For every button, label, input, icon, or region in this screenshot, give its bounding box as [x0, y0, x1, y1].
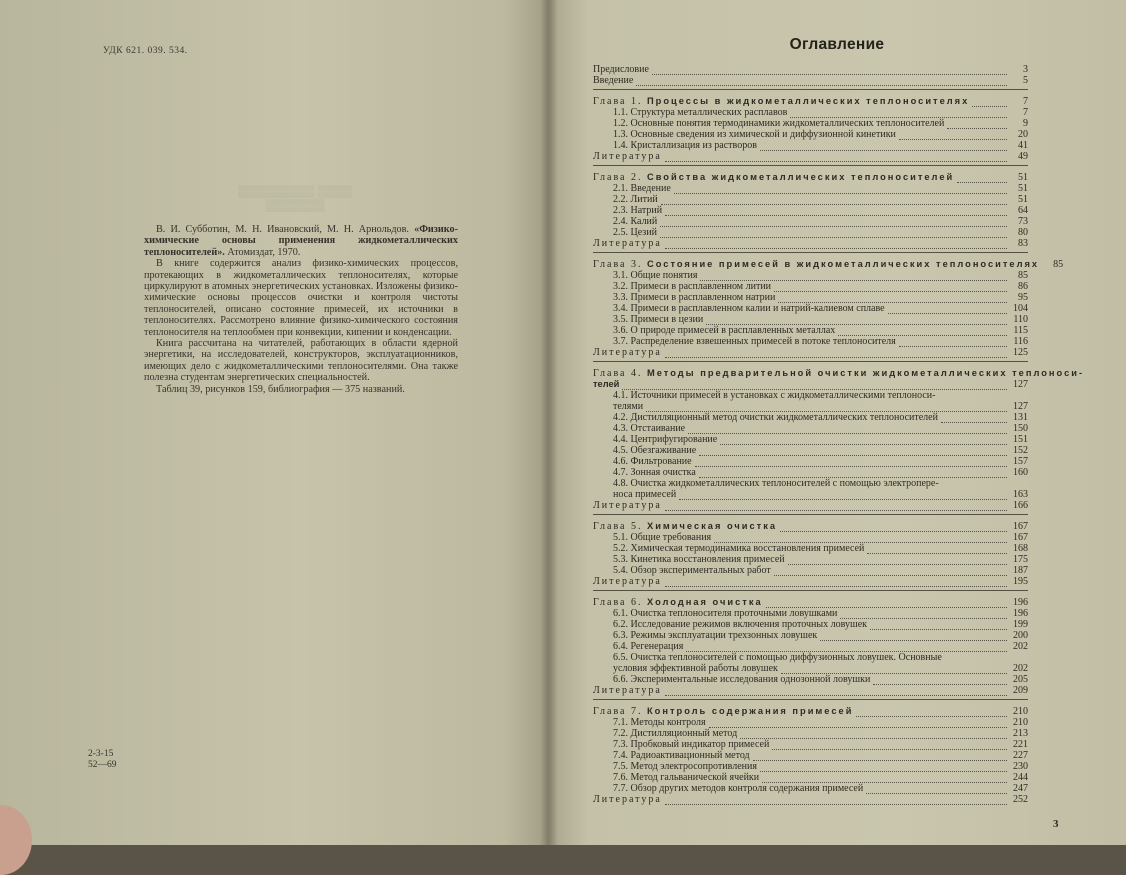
- toc-page-number: 5: [1023, 75, 1028, 86]
- toc-chapter: [593, 96, 1028, 107]
- toc-entry-text: Предисловие: [593, 64, 649, 75]
- toc-literature: [593, 794, 1028, 805]
- toc-section-text: 3.5. Примеси в цезии: [613, 314, 704, 325]
- chapter-title: Методы предварительной очистки жидкометаллических теплоноси-: [647, 368, 1085, 378]
- toc-chapter: [593, 368, 1085, 379]
- toc-section: [593, 565, 1028, 576]
- dot-leader: [660, 218, 1007, 227]
- dot-leader: [622, 381, 1007, 390]
- toc-chapter-continuation: [593, 379, 1028, 390]
- toc-literature-text: Литература: [593, 238, 662, 249]
- toc-section: [593, 205, 1028, 216]
- toc-page-number: 80: [1018, 227, 1028, 238]
- toc-section-text: 6.2. Исследование режимов включения проточных ловушек: [613, 619, 867, 630]
- toc-section: [593, 619, 1028, 630]
- toc-page-number: 127: [1013, 379, 1028, 390]
- dot-leader: [766, 599, 1007, 608]
- dot-leader: [706, 316, 1007, 325]
- dot-leader: [762, 774, 1007, 783]
- toc-page-number: 110: [1013, 314, 1028, 325]
- toc-section: [593, 717, 1028, 728]
- toc-page-number: 104: [1013, 303, 1028, 314]
- abstract-paragraph-1: В книге содержится анализ физико-химических процессов, протекающих в жидкометаллических теплоносителях, которые циркулируют в атомных энергетических установках. Изложены физико-химические основы процессов очистки и контроля чистоты теплоносителей, описано состояние примесей, их источники в теплоносителях. Рассмотрено влияние физико-химического состояния теплоносителя на теплообмен при конвекции, кипении и конденсации.: [144, 258, 458, 338]
- toc-page-number: 210: [1013, 706, 1028, 717]
- toc-page-number: 213: [1013, 728, 1028, 739]
- toc-section-text: 1.2. Основные понятия термодинамики жидкометаллических теплоносителей: [613, 118, 945, 129]
- toc-section-text: 5.1. Общие требования: [613, 532, 712, 543]
- show-through-print: ▒▒▒▒ ▒▒▒▒▒▒▒▒▒ ▒▒▒▒▒▒▒: [238, 184, 352, 212]
- dot-leader: [790, 109, 1007, 118]
- toc-page-number: 252: [1013, 794, 1028, 805]
- toc-section: [593, 467, 1028, 478]
- toc-section-text: 5.4. Обзор экспериментальных работ: [613, 565, 771, 576]
- dot-leader: [646, 403, 1007, 412]
- dot-leader: [665, 502, 1007, 511]
- dot-leader: [778, 294, 1007, 303]
- toc-page-number: 125: [1013, 347, 1028, 358]
- toc-section-text: 6.6. Экспериментальные исследования однозонной ловушки: [613, 674, 871, 685]
- toc-entry: [593, 75, 1028, 86]
- toc-section: [593, 194, 1028, 205]
- toc-section-text: 7.1. Методы контроля: [613, 717, 706, 728]
- toc-section-text: 4.2. Дистилляционный метод очистки жидкометаллических теплоносителей: [613, 412, 938, 423]
- toc-page-number: 86: [1018, 281, 1028, 292]
- toc-chapter-heading: [593, 706, 853, 717]
- toc-chapter-heading: [593, 96, 969, 107]
- toc-page-number: 244: [1013, 772, 1028, 783]
- dot-leader: [760, 763, 1007, 772]
- chapter-title: Процессы в жидкометаллических теплоносителях: [647, 96, 970, 106]
- bib-title: «Физико-химические основы применения жидкометаллических теплоносителей».: [144, 224, 458, 258]
- toc-section: [593, 314, 1028, 325]
- toc-page-number: 64: [1018, 205, 1028, 216]
- chapter-label: Глава 7.: [593, 706, 643, 717]
- toc-divider: [593, 252, 1028, 253]
- toc-section-text: 4.5. Обезгаживание: [613, 445, 697, 456]
- toc-page-number: 200: [1013, 630, 1028, 641]
- toc-section: [593, 532, 1028, 543]
- toc-section-continuation: [593, 489, 1028, 500]
- toc-chapter: [593, 259, 1064, 270]
- toc-section: [593, 739, 1028, 750]
- toc-page-number: 115: [1013, 325, 1028, 336]
- chapter-title: Химическая очистка: [647, 521, 778, 531]
- toc-page-number: 227: [1013, 750, 1028, 761]
- dot-leader: [679, 491, 1007, 500]
- toc-page-number: 168: [1013, 543, 1028, 554]
- toc-chapter: [593, 706, 1028, 717]
- toc-page-number: 166: [1013, 500, 1028, 511]
- toc-page-number: 247: [1013, 783, 1028, 794]
- toc-page-number: 7: [1023, 107, 1028, 118]
- toc-page-number: 202: [1013, 663, 1028, 674]
- toc-section-text: 7.5. Метод электросопротивления: [613, 761, 757, 772]
- dot-leader: [781, 665, 1007, 674]
- toc-section: [593, 772, 1028, 783]
- toc-page-number: 150: [1013, 423, 1028, 434]
- dot-leader: [700, 272, 1007, 281]
- toc-page-number: 202: [1013, 641, 1028, 652]
- dot-leader: [661, 196, 1007, 205]
- toc-literature-text: Литература: [593, 151, 662, 162]
- chapter-label: Глава 2.: [593, 172, 643, 183]
- toc-literature-text: Литература: [593, 500, 662, 511]
- toc-section: [593, 390, 1028, 401]
- toc-literature-text: Литература: [593, 794, 662, 805]
- toc-section: [593, 281, 1028, 292]
- toc-section: [593, 608, 1028, 619]
- dot-leader: [753, 752, 1007, 761]
- bibliographic-description: [144, 224, 458, 258]
- page-number: 3: [1053, 818, 1059, 830]
- dot-leader: [774, 283, 1007, 292]
- toc-page-number: 199: [1013, 619, 1028, 630]
- catalog-code-2: 52—69: [88, 760, 117, 770]
- toc-literature-text: Литература: [593, 576, 662, 587]
- dot-leader: [820, 632, 1007, 641]
- toc-section-text: 2.5. Цезий: [613, 227, 657, 238]
- toc-page-number: 209: [1013, 685, 1028, 696]
- toc-page-number: 157: [1013, 456, 1028, 467]
- toc-page-number: 151: [1013, 434, 1028, 445]
- toc-literature: [593, 151, 1028, 162]
- toc-literature: [593, 347, 1028, 358]
- toc-section-text: 3.4. Примеси в расплавленном калии и натрий-калиевом сплаве: [613, 303, 885, 314]
- toc-section: [593, 216, 1028, 227]
- toc-section: [593, 118, 1028, 129]
- dot-leader: [699, 469, 1007, 478]
- toc-section-text: 7.3. Пробковый индикатор примесей: [613, 739, 770, 750]
- chapter-title: Контроль содержания примесей: [647, 706, 854, 716]
- toc-section-text: 6.1. Очистка теплоносителя проточными ловушками: [613, 608, 838, 619]
- toc-section: [593, 456, 1028, 467]
- toc-page-number: 51: [1018, 183, 1028, 194]
- toc-page-number: 195: [1013, 576, 1028, 587]
- toc-section-text: 6.3. Режимы эксплуатации трехзонных ловушек: [613, 630, 818, 641]
- abstract-paragraph-3: Таблиц 39, рисунков 159, библиография — 375 названий.: [156, 383, 405, 395]
- toc-section: [593, 129, 1028, 140]
- toc-section-text: 7.2. Дистилляционный метод: [613, 728, 738, 739]
- chapter-label: Глава 1.: [593, 96, 643, 107]
- toc-section-text: 4.6. Фильтрование: [613, 456, 692, 467]
- toc-section-continuation: [593, 663, 1028, 674]
- toc-section: [593, 478, 1028, 489]
- toc-page-number: 131: [1013, 412, 1028, 423]
- toc-literature-text: Литература: [593, 347, 662, 358]
- toc-page-number: 167: [1013, 521, 1028, 532]
- toc-page-number: 20: [1018, 129, 1028, 140]
- toc-section-text: 5.2. Химическая термодинамика восстановления примесей: [613, 543, 865, 554]
- toc-page-number: 187: [1013, 565, 1028, 576]
- toc-chapter-heading: [593, 172, 954, 183]
- dot-leader: [788, 556, 1007, 565]
- dot-leader: [699, 447, 1007, 456]
- toc-section-continuation-text: условия эффективной работы ловушек: [613, 663, 778, 674]
- toc-section-text: 1.3. Основные сведения из химической и диффузионной кинетики: [613, 129, 896, 140]
- toc-section: [593, 140, 1028, 151]
- toc-section: [593, 543, 1028, 554]
- dot-leader: [665, 687, 1007, 696]
- toc-section-text: 4.4. Центрифугирование: [613, 434, 718, 445]
- toc-section-text: 2.3. Натрий: [613, 205, 663, 216]
- dot-leader: [972, 98, 1007, 107]
- toc-section: [593, 423, 1028, 434]
- toc-page-number: 9: [1023, 118, 1028, 129]
- toc-section-text: 1.4. Кристаллизация из растворов: [613, 140, 757, 151]
- toc-divider: [593, 165, 1028, 166]
- toc-section: [593, 325, 1028, 336]
- toc-section-text: 5.3. Кинетика восстановления примесей: [613, 554, 785, 565]
- toc-literature: [593, 500, 1028, 511]
- dot-leader: [695, 458, 1007, 467]
- toc-page-number: 205: [1013, 674, 1028, 685]
- toc-page-number: 196: [1013, 597, 1028, 608]
- toc-page-number: 51: [1018, 172, 1028, 183]
- abstract-block: [144, 224, 458, 395]
- dot-leader: [870, 621, 1007, 630]
- chapter-title: Состояние примесей в жидкометаллических теплоносителях: [647, 259, 1040, 269]
- toc-section: [593, 630, 1028, 641]
- dot-leader: [888, 305, 1007, 314]
- dot-leader: [660, 229, 1007, 238]
- toc-section-continuation-text: носа примесей: [613, 489, 677, 500]
- chapter-title: Холодная очистка: [647, 597, 763, 607]
- toc-page-number: 163: [1013, 489, 1028, 500]
- toc-section-text: 2.1. Введение: [613, 183, 671, 194]
- chapter-title-continuation: [593, 379, 619, 390]
- toc-section-text: 3.2. Примеси в расплавленном литии: [613, 281, 772, 292]
- chapter-label: Глава 4.: [593, 368, 643, 379]
- toc-section-continuation-text: телями: [613, 401, 644, 412]
- dot-leader: [957, 174, 1007, 183]
- toc-chapter: [593, 172, 1028, 183]
- toc-entry: [593, 64, 1028, 75]
- toc-page-number: 230: [1013, 761, 1028, 772]
- toc-page-number: 127: [1013, 401, 1028, 412]
- toc-page-number: 210: [1013, 717, 1028, 728]
- dot-leader: [688, 425, 1007, 434]
- dot-leader: [652, 66, 1007, 75]
- dot-leader: [714, 534, 1007, 543]
- toc-section: [593, 303, 1028, 314]
- dot-leader: [772, 741, 1007, 750]
- toc-section: [593, 728, 1028, 739]
- toc-chapter-heading: [593, 368, 1084, 379]
- toc-chapter: [593, 597, 1028, 608]
- toc-section: [593, 652, 1028, 663]
- toc-chapter-heading: [593, 259, 1039, 270]
- toc-title: Оглавление: [789, 36, 885, 53]
- toc-section: [593, 750, 1028, 761]
- dot-leader: [665, 240, 1007, 249]
- chapter-label: Глава 5.: [593, 521, 643, 532]
- toc-literature: [593, 576, 1028, 587]
- toc-section-text: 3.6. О природе примесей в расплавленных металлах: [613, 325, 836, 336]
- toc-section: [593, 107, 1028, 118]
- toc-page-number: 49: [1018, 151, 1028, 162]
- toc-page-number: 73: [1018, 216, 1028, 227]
- dot-leader: [840, 610, 1007, 619]
- chapter-label: Глава 3.: [593, 259, 643, 270]
- toc-section-text: 4.7. Зонная очистка: [613, 467, 696, 478]
- toc-divider: [593, 514, 1028, 515]
- toc-literature-text: Литература: [593, 685, 662, 696]
- toc-section-text: 4.3. Отстаивание: [613, 423, 686, 434]
- dot-leader: [866, 785, 1007, 794]
- toc-section-text: 4.1. Источники примесей в установках с жидкометаллическими теплоноси-: [613, 390, 936, 401]
- toc-section: [593, 336, 1028, 347]
- dot-leader: [740, 730, 1007, 739]
- table-of-contents: [593, 64, 1085, 805]
- dot-leader: [686, 643, 1007, 652]
- toc-section: [593, 434, 1028, 445]
- toc-page-number: 152: [1013, 445, 1028, 456]
- toc-page-number: 83: [1018, 238, 1028, 249]
- bib-publisher: Атомиздат, 1970.: [227, 246, 301, 258]
- dot-leader: [899, 338, 1007, 347]
- dot-leader: [674, 185, 1007, 194]
- toc-section-text: 7.6. Метод гальванической ячейки: [613, 772, 760, 783]
- toc-section-text: 3.1. Общие понятия: [613, 270, 698, 281]
- toc-page-number: 221: [1013, 739, 1028, 750]
- catalog-codes: [88, 749, 117, 771]
- toc-page-number: 95: [1018, 292, 1028, 303]
- dot-leader: [636, 77, 1007, 86]
- toc-section: [593, 761, 1028, 772]
- toc-section-text: 4.8. Очистка жидкометаллических теплоносителей с помощью электропере-: [613, 478, 939, 489]
- toc-section-text: 2.2. Литий: [613, 194, 658, 205]
- dot-leader: [720, 436, 1007, 445]
- toc-section-text: 3.7. Распределение взвешенных примесей в потоке теплоносителя: [613, 336, 896, 347]
- toc-section-text: 7.4. Радиоактивационный метод: [613, 750, 750, 761]
- dot-leader: [760, 142, 1007, 151]
- toc-page-number: 85: [1018, 270, 1028, 281]
- dot-leader: [780, 523, 1007, 532]
- toc-chapter-heading: [593, 521, 777, 532]
- dot-leader: [665, 796, 1007, 805]
- toc-literature: [593, 685, 1028, 696]
- toc-section-text: 6.4. Регенерация: [613, 641, 684, 652]
- toc-section: [593, 674, 1028, 685]
- toc-divider: [593, 89, 1028, 90]
- toc-section: [593, 227, 1028, 238]
- udk-code: УДК 621. 039. 534.: [103, 46, 188, 56]
- dot-leader: [947, 120, 1007, 129]
- bib-authors: В. И. Субботин, М. Н. Ивановский, М. Н. Арнольдов.: [156, 224, 409, 235]
- toc-section: [593, 183, 1028, 194]
- dot-leader: [856, 708, 1007, 717]
- toc-page-number: 85: [1053, 259, 1064, 270]
- toc-section-text: 1.1. Структура металлических расплавов: [613, 107, 788, 118]
- dot-leader: [873, 676, 1007, 685]
- dot-leader: [665, 153, 1007, 162]
- chapter-title-cont: телей: [593, 379, 620, 389]
- dot-leader: [665, 349, 1007, 358]
- toc-page-number: 7: [1023, 96, 1028, 107]
- toc-entry-text: Введение: [593, 75, 634, 86]
- dot-leader: [838, 327, 1007, 336]
- toc-section: [593, 554, 1028, 565]
- toc-divider: [593, 361, 1028, 362]
- toc-chapter-heading: [593, 597, 763, 608]
- catalog-code-1: 2-3-15: [88, 749, 114, 759]
- toc-section: [593, 641, 1028, 652]
- toc-section: [593, 783, 1028, 794]
- dot-leader: [709, 719, 1007, 728]
- toc-page-number: 160: [1013, 467, 1028, 478]
- toc-section-continuation: [593, 401, 1028, 412]
- toc-section: [593, 445, 1028, 456]
- abstract-paragraph-2: Книга рассчитана на читателей, работающих в области ядерной энергетики, на исследователей, конструкторов, эксплуатационников, имеющих дело с жидкометаллическими теплоносителями. Она также полезна студентам энергетических специальностей.: [144, 338, 458, 384]
- toc-section-text: 7.7. Обзор других методов контроля содержания примесей: [613, 783, 864, 794]
- dot-leader: [867, 545, 1007, 554]
- dot-leader: [665, 578, 1007, 587]
- book-gutter: [540, 0, 558, 845]
- toc-literature: [593, 238, 1028, 249]
- toc-chapter: [593, 521, 1028, 532]
- toc-divider: [593, 699, 1028, 700]
- toc-page-number: 175: [1013, 554, 1028, 565]
- chapter-label: Глава 6.: [593, 597, 643, 608]
- thumb: [0, 805, 32, 875]
- toc-section: [593, 412, 1028, 423]
- dot-leader: [774, 567, 1007, 576]
- dot-leader: [941, 414, 1007, 423]
- toc-page-number: 51: [1018, 194, 1028, 205]
- left-page: [0, 0, 548, 845]
- toc-section: [593, 292, 1028, 303]
- toc-section-text: 3.3. Примеси в расплавленном натрии: [613, 292, 776, 303]
- chapter-title: Свойства жидкометаллических теплоносителей: [647, 172, 955, 182]
- toc-page-number: 41: [1018, 140, 1028, 151]
- toc-divider: [593, 590, 1028, 591]
- toc-page-number: 3: [1023, 64, 1028, 75]
- dot-leader: [665, 207, 1007, 216]
- toc-page-number: 196: [1013, 608, 1028, 619]
- toc-page-number: 167: [1013, 532, 1028, 543]
- toc-section-text: 6.5. Очистка теплоносителей с помощью диффузионных ловушек. Основные: [613, 652, 942, 663]
- toc-section: [593, 270, 1028, 281]
- toc-section-text: 2.4. Калий: [613, 216, 658, 227]
- toc-page-number: 116: [1013, 336, 1028, 347]
- dot-leader: [899, 131, 1007, 140]
